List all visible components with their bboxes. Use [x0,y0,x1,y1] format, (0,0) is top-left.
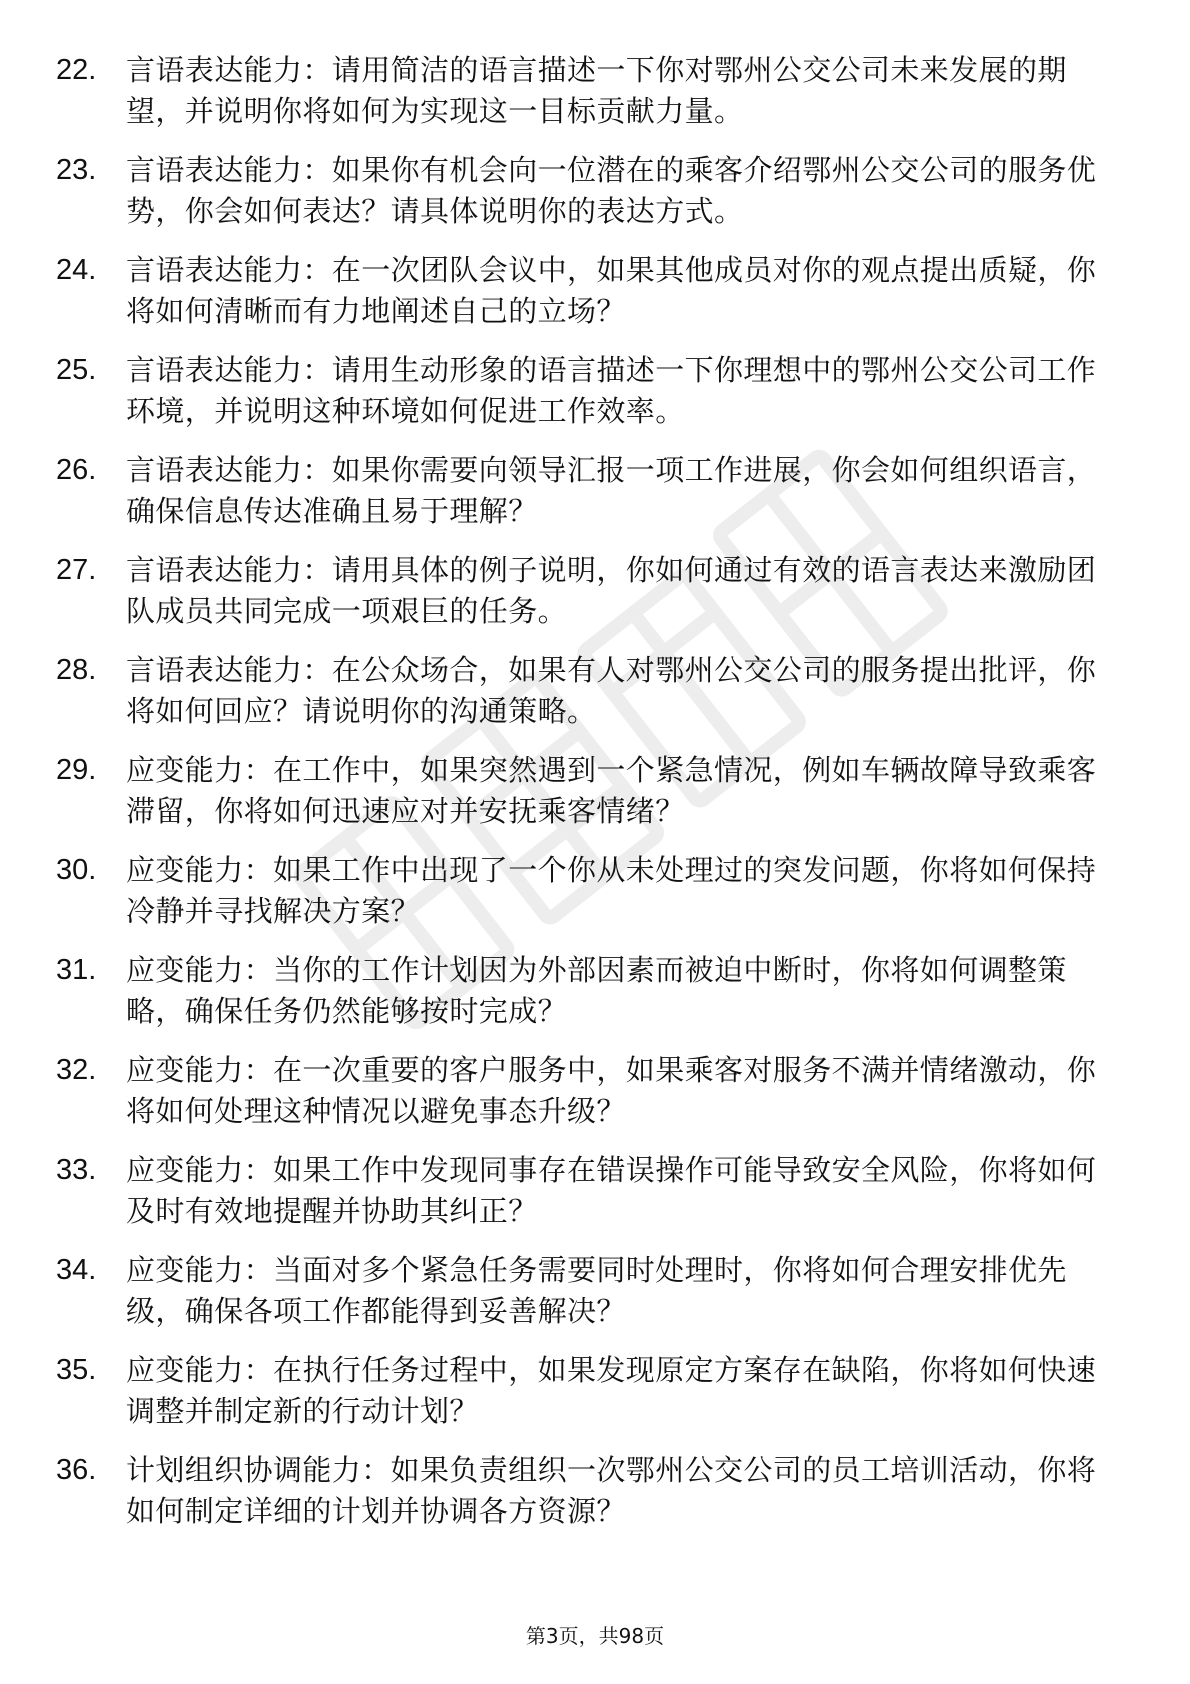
question-text: 言语表达能力：在一次团队会议中，如果其他成员对你的观点提出质疑，你将如何清晰而有力地阐述自己的立场？ [126,253,1097,328]
question-text: 计划组织协调能力：如果负责组织一次鄂州公交公司的员工培训活动，你将如何制定详细的计划并协调各方资源？ [126,1453,1097,1528]
question-item [56,250,1116,350]
question-text: 应变能力：在工作中，如果突然遇到一个紧急情况，例如车辆故障导致乘客滞留，你将如何迅速应对并安抚乘客情绪？ [126,753,1097,828]
question-number: 33. [56,1154,97,1186]
question-text: 言语表达能力：如果你需要向领导汇报一项工作进展，你会如何组织语言，确保信息传达准确且易于理解？ [126,453,1097,528]
question-item [56,1450,1116,1550]
question-text: 应变能力：当面对多个紧急任务需要同时处理时，你将如何合理安排优先级，确保各项工作都能得到妥善解决？ [126,1253,1067,1328]
question-item [56,950,1116,1050]
question-number: 23. [56,154,97,186]
question-number: 24. [56,254,97,286]
question-number: 29. [56,754,97,786]
question-text: 言语表达能力：请用具体的例子说明，你如何通过有效的语言表达来激励团队成员共同完成一项艰巨的任务。 [126,553,1097,628]
question-number: 30. [56,854,97,886]
question-text: 言语表达能力：如果你有机会向一位潜在的乘客介绍鄂州公交公司的服务优势，你会如何表达？请具体说明你的表达方式。 [126,153,1097,228]
question-item [56,350,1116,450]
question-text: 言语表达能力：在公众场合，如果有人对鄂州公交公司的服务提出批评，你将如何回应？请说明你的沟通策略。 [126,653,1097,728]
question-item [56,450,1116,550]
question-text: 言语表达能力：请用生动形象的语言描述一下你理想中的鄂州公交公司工作环境，并说明这种环境如何促进工作效率。 [126,353,1097,428]
question-text: 应变能力：如果工作中出现了一个你从未处理过的突发问题，你将如何保持冷静并寻找解决方案？ [126,853,1097,928]
question-item [56,550,1116,650]
question-number: 36. [56,1454,97,1486]
question-item [56,850,1116,950]
question-list [56,50,1116,1550]
question-item [56,650,1116,750]
question-item [56,1350,1116,1450]
question-item [56,1250,1116,1350]
question-number: 35. [56,1354,97,1386]
question-text: 应变能力：在执行任务过程中，如果发现原定方案存在缺陷，你将如何快速调整并制定新的行动计划？ [126,1353,1097,1428]
question-number: 26. [56,454,97,486]
page-footer: 第3页，共98页 [525,1624,665,1648]
question-item [56,1150,1116,1250]
question-number: 27. [56,554,97,586]
question-number: 22. [56,54,97,86]
question-number: 25. [56,354,97,386]
question-text: 应变能力：如果工作中发现同事存在错误操作可能导致安全风险，你将如何及时有效地提醒并协助其纠正？ [126,1153,1097,1228]
question-number: 28. [56,654,97,686]
question-number: 34. [56,1254,97,1286]
question-number: 31. [56,954,97,986]
question-item [56,150,1116,250]
question-item [56,750,1116,850]
question-text: 言语表达能力：请用简洁的语言描述一下你对鄂州公交公司未来发展的期望，并说明你将如何为实现这一目标贡献力量。 [126,53,1067,128]
question-number: 32. [56,1054,97,1086]
question-text: 应变能力：在一次重要的客户服务中，如果乘客对服务不满并情绪激动，你将如何处理这种情况以避免事态升级？ [126,1053,1097,1128]
question-item [56,1050,1116,1150]
question-text: 应变能力：当你的工作计划因为外部因素而被迫中断时，你将如何调整策略，确保任务仍然能够按时完成？ [126,953,1067,1028]
question-item [56,50,1116,150]
